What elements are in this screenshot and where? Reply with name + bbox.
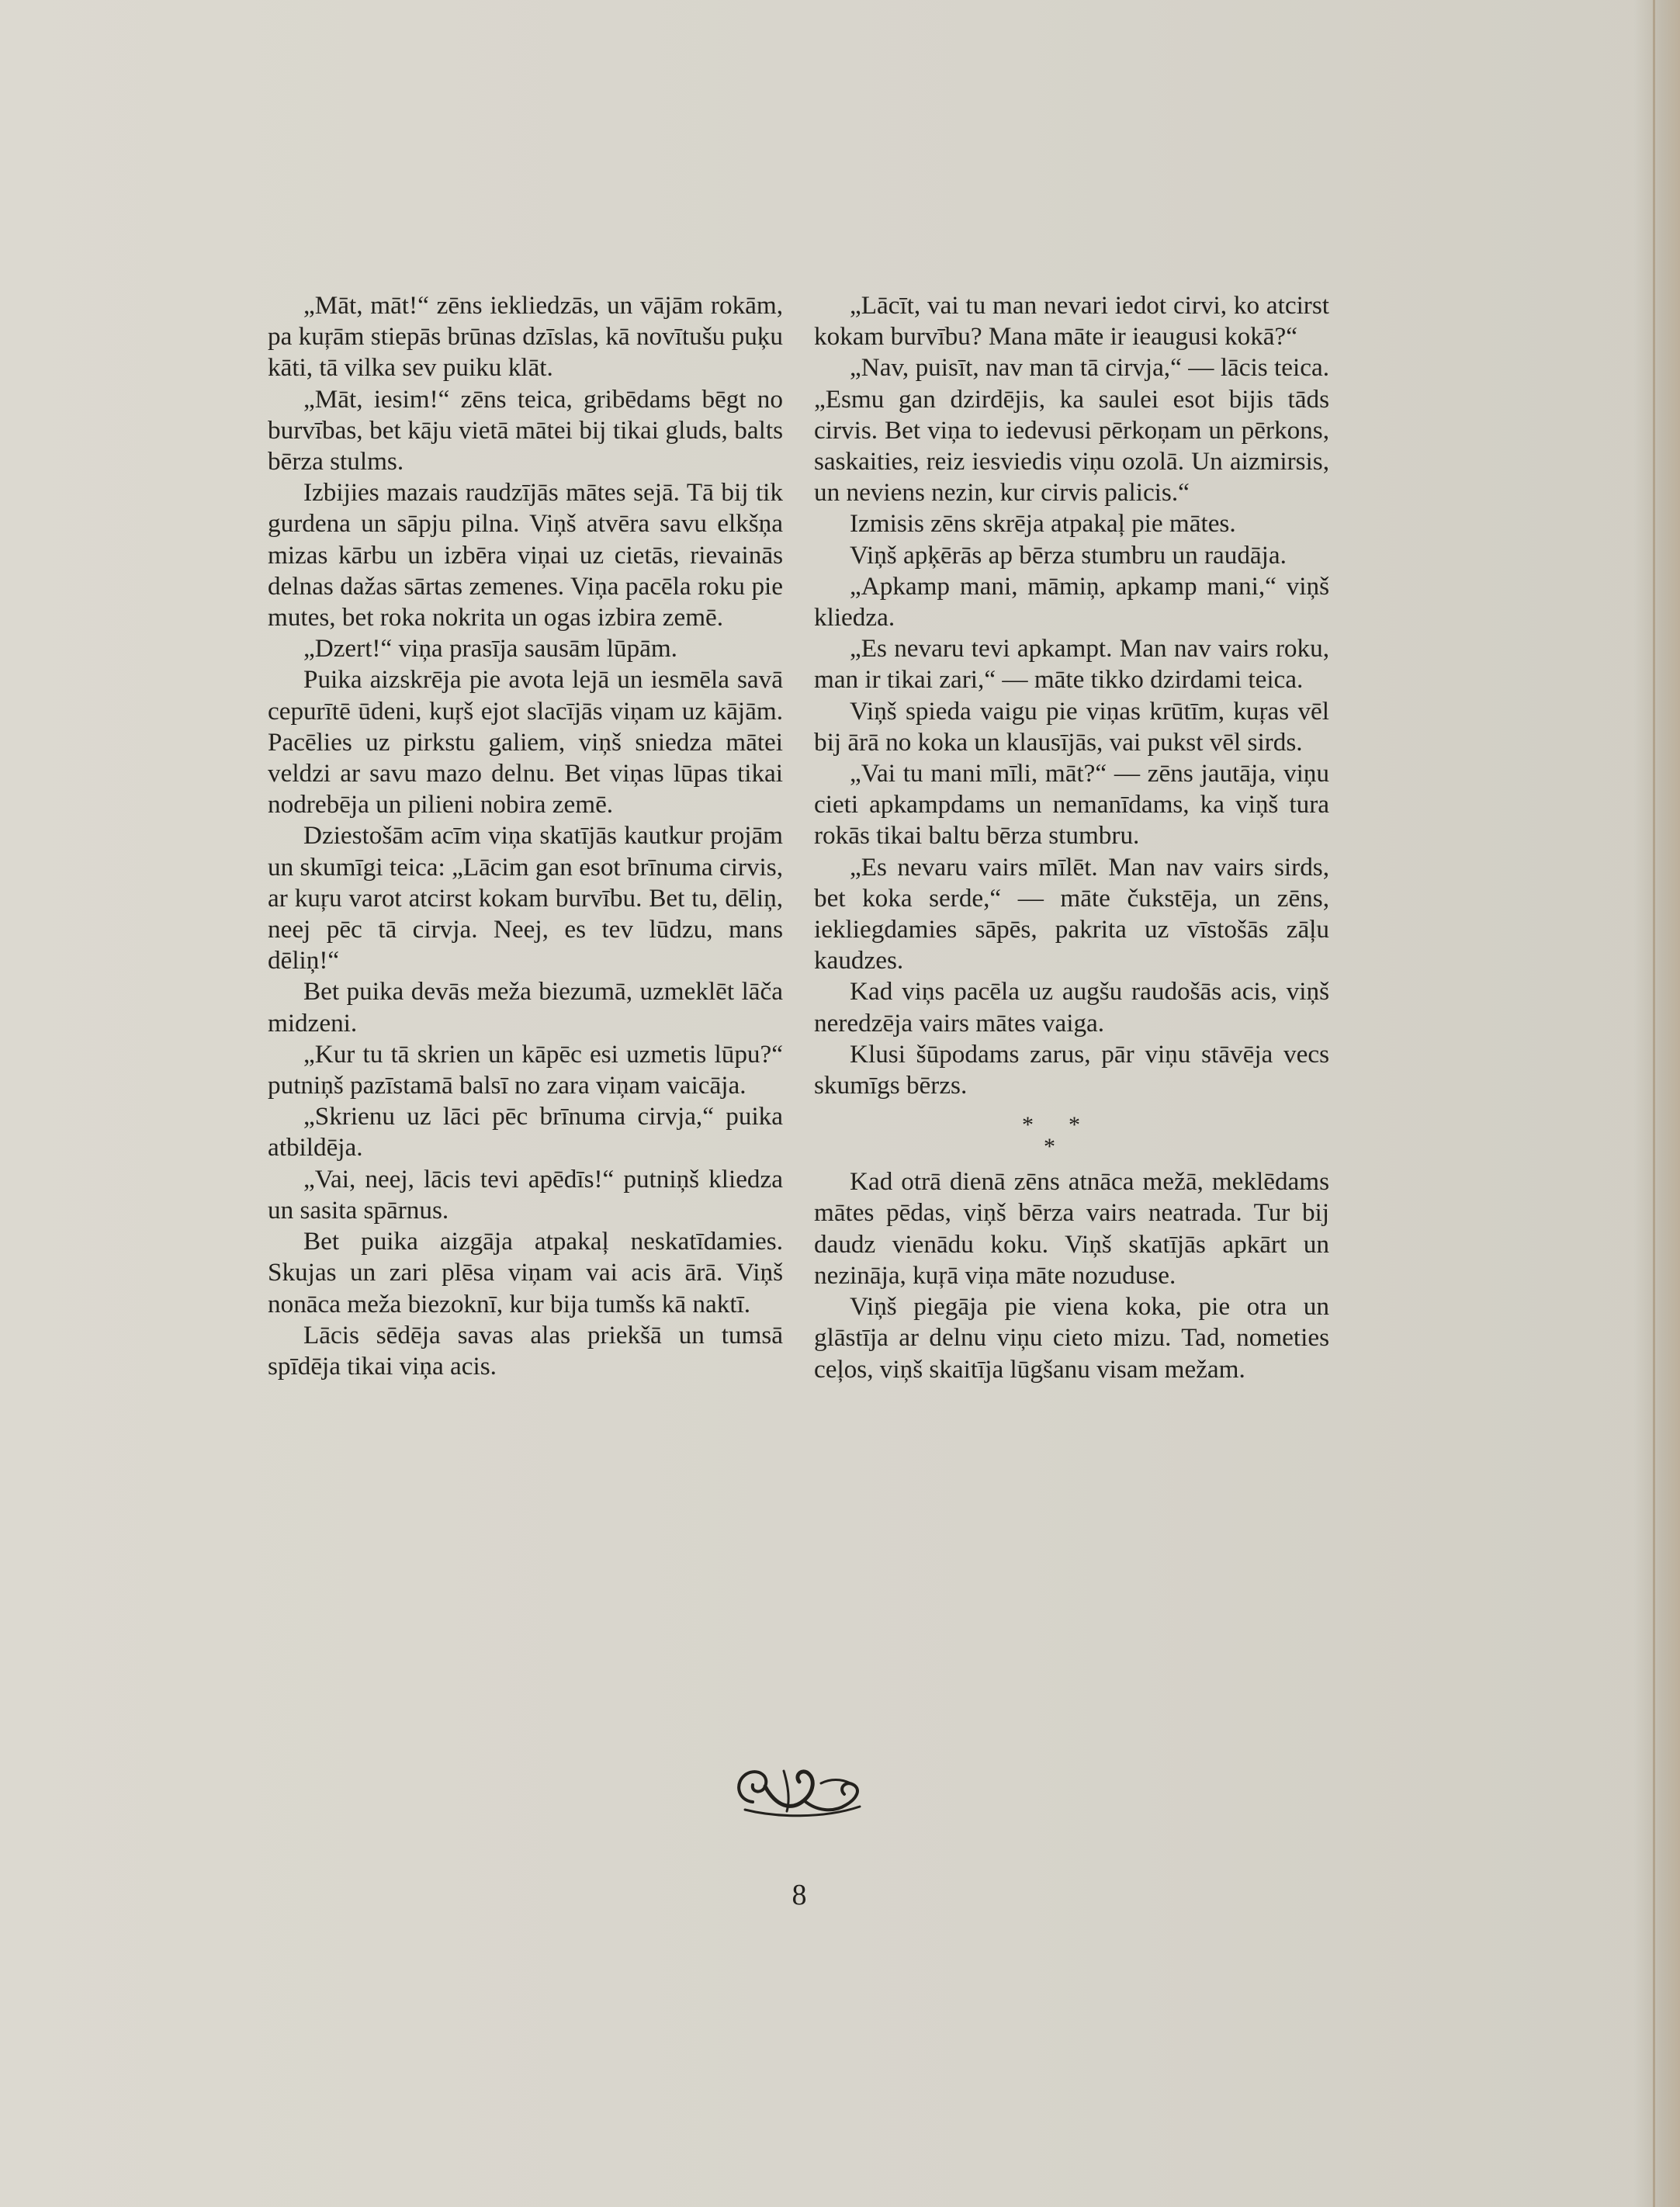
asterisk: * xyxy=(1069,1112,1080,1138)
paragraph: Puika aizskrēja pie avota lejā un iesmēla savā cepurītē ūdeni, kuŗš ejot slacījās viņam uz kājām. Pacēlies uz pirkstu galiem, viņš sniedza mātei veldzi ar savu mazo delnu. Bet viņas lūpas tikai nodrebēja un pilieni nobira zemē. xyxy=(268,665,783,819)
page-number: 8 xyxy=(792,1879,807,1911)
vignette-flourish-icon xyxy=(729,1755,869,1825)
paragraph: Viņš piegāja pie viena koka, pie otra un glāstīja ar delnu viņu cieto mizu. Tad, nometies ceļos, viņš skaitīja lūgšanu visam mežam. xyxy=(814,1292,1329,1384)
paragraph: „Es nevaru vairs mīlēt. Man nav vairs sirds, bet koka serde,“ — māte čukstēja, un zēns, iekliegdamies sāpēs, pakrita uz vīstošās zāļu kaudzes. xyxy=(814,852,1329,975)
paragraph: Izmisis zēns skrēja atpakaļ pie mātes. xyxy=(850,509,1236,539)
right-text-column xyxy=(814,290,1329,1385)
paragraph: Kad viņs pacēla uz augšu raudošās acis, viņš neredzēja vairs mātes vaiga. xyxy=(814,977,1329,1038)
paragraph: Bet puika devās meža biezumā, uzmeklēt lāča midzeni. xyxy=(268,977,783,1038)
asterisk: * xyxy=(1044,1134,1055,1160)
paragraph: „Lācīt, vai tu man nevari iedot cirvi, ko atcirst kokam burvību? Mana māte ir ieaugusi kokā?“ xyxy=(814,291,1329,352)
paragraph: Klusi šūpodams zarus, pār viņu stāvēja vecs skumīgs bērzs. xyxy=(814,1039,1329,1100)
paragraph: „Vai tu mani mīli, māt?“ — zēns jautāja, viņu cieti apkampdams un nemanīdams, ka viņš tura rokās tikai baltu bērza stumbru. xyxy=(814,759,1329,851)
paragraph: Kad otrā dienā zēns atnāca mežā, meklēdams mātes pēdas, viņš bērza vairs neatrada. Tur bij daudz vienādu koku. Viņš skatījās apkārt un nezināja, kuŗā viņa māte nozuduse. xyxy=(814,1167,1329,1290)
paragraph: Bet puika aizgāja atpakaļ neskatīdamies. Skujas un zari plēsa viņam vai acis ārā. Viņš nonāca meža biezoknī, kur bija tumšs kā naktī. xyxy=(268,1227,783,1318)
paragraph: „Skrienu uz lāci pēc brīnuma cirvja,“ puika atbildēja. xyxy=(268,1102,783,1162)
page-edge-shadow xyxy=(1633,0,1680,2207)
page-edge-line xyxy=(1653,0,1655,2207)
paragraph: Dziestošām acīm viņa skatījās kautkur projām un skumīgi teica: „Lācim gan esot brīnuma cirvis, ar kuŗu varot atcirst kokam burvību. Bet tu, dēliņ, neej pēc tā cirvja. Neej, es tev lūdzu, mans dēliņ!“ xyxy=(268,821,783,975)
paragraph: Lācis sēdēja savas alas priekšā un tumsā spīdēja tikai viņa acis. xyxy=(268,1320,783,1381)
paragraph: „Māt, māt!“ zēns iekliedzās, un vājām rokām, pa kuŗām stiepās brūnas dzīslas, kā novītušu puķu kāti, tā vilka sev puiku klāt. xyxy=(268,291,783,383)
paragraph: Viņš spieda vaigu pie viņas krūtīm, kuŗas vēl bij ārā no koka un klausījās, vai pukst vēl sirds. xyxy=(814,696,1329,757)
paragraph: „Apkamp mani, māmiņ, apkamp mani,“ viņš kliedza. xyxy=(814,571,1329,632)
paragraph: „Nav, puisīt, nav man tā cirvja,“ — lācis teica. „Esmu gan dzirdējis, ka saulei esot bijis tāds cirvis. Bet viņa to iedevusi pērkoņam un pērkons, saskaities, reiz iesviedis viņu ozolā. Un aizmirsis, un neviens nezin, kur cirvis palicis.“ xyxy=(814,353,1329,508)
paragraph: „Kur tu tā skrien un kāpēc esi uzmetis lūpu?“ putniņš pazīstamā balsī no zara viņam vaicāja. xyxy=(268,1039,783,1100)
left-text-column xyxy=(268,290,783,1382)
paragraph: „Dzert!“ viņa prasīja sausām lūpām. xyxy=(303,634,677,663)
paragraph: „Vai, neej, lācis tevi apēdīs!“ putniņš kliedza un sasita spārnus. xyxy=(268,1164,783,1225)
asterisk: * xyxy=(1022,1112,1034,1138)
paragraph: „Es nevaru tevi apkampt. Man nav vairs roku, man ir tikai zari,“ — māte tikko dzirdami teica. xyxy=(814,634,1329,695)
paragraph: „Māt, iesim!“ zēns teica, gribēdams bēgt no burvības, bet kāju vietā mātei bij tikai gluds, balts bērza stulms. xyxy=(268,384,783,476)
section-separator xyxy=(814,1106,1329,1163)
paragraph: Izbijies mazais raudzījās mātes sejā. Tā bij tik gurdena un sāpju pilna. Viņš atvēra savu elkšņa mizas kārbu un izbēra viņai uz cietās, rievainās delnas dažas sārtas zemenes. Viņa pacēla roku pie mutes, bet roka nokrita un ogas izbira zemē. xyxy=(268,478,783,632)
paragraph: Viņš apķērās ap bērza stumbru un raudāja. xyxy=(850,540,1287,570)
